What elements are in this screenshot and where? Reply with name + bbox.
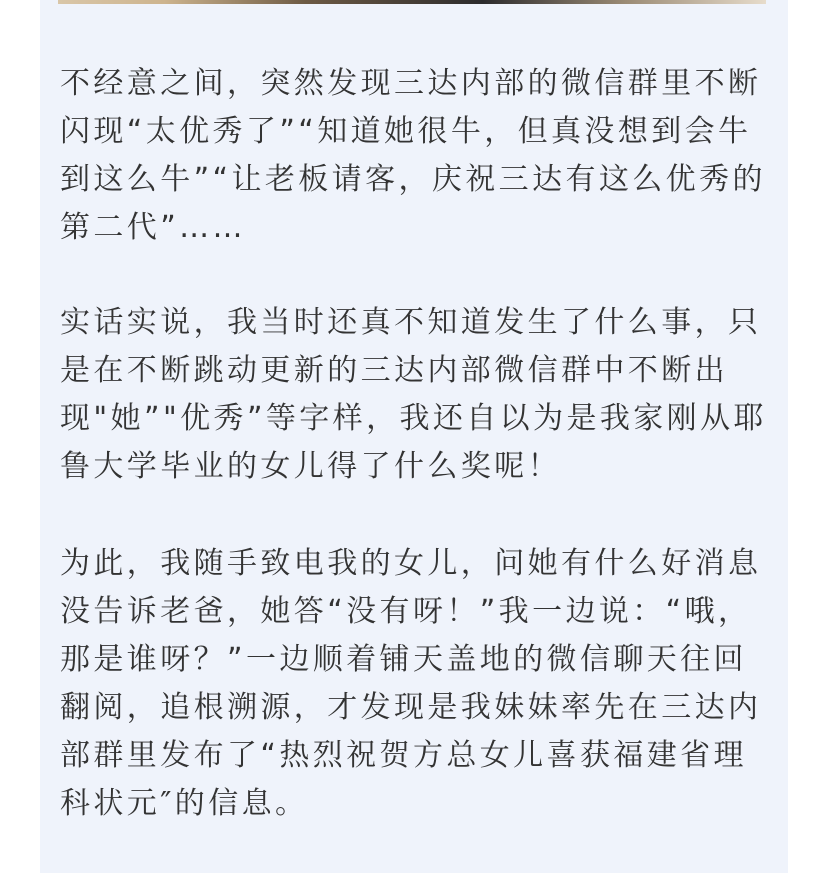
article-image-bottom-edge [58, 0, 766, 4]
article-paragraph-1: 不经意之间，突然发现三达内部的微信群里不断闪现“太优秀了”“知道她很牛，但真没想到会牛到这么牛”“让老板请客，庆祝三达有这么优秀的第二代”…… [60, 66, 766, 245]
article-body [40, 0, 788, 873]
article-paragraph-2: 实话实说，我当时还真不知道发生了什么事，只是在不断跳动更新的三达内部微信群中不断出现"她”"优秀”等字样，我还自以为是我家刚从耶鲁大学毕业的女儿得了什么奖呢！ [60, 305, 767, 484]
article-paragraph-3: 为此，我随手致电我的女儿，问她有什么好消息没告诉老爸，她答“没有呀！”我一边说：“哦，那是谁呀？”一边顺着铺天盖地的微信聊天往回翻阅，追根溯源，才发现是我妹妹率先在三达内部群里发布了“热烈祝贺方总女儿喜获福建省理科状元″的信息。 [60, 546, 762, 821]
